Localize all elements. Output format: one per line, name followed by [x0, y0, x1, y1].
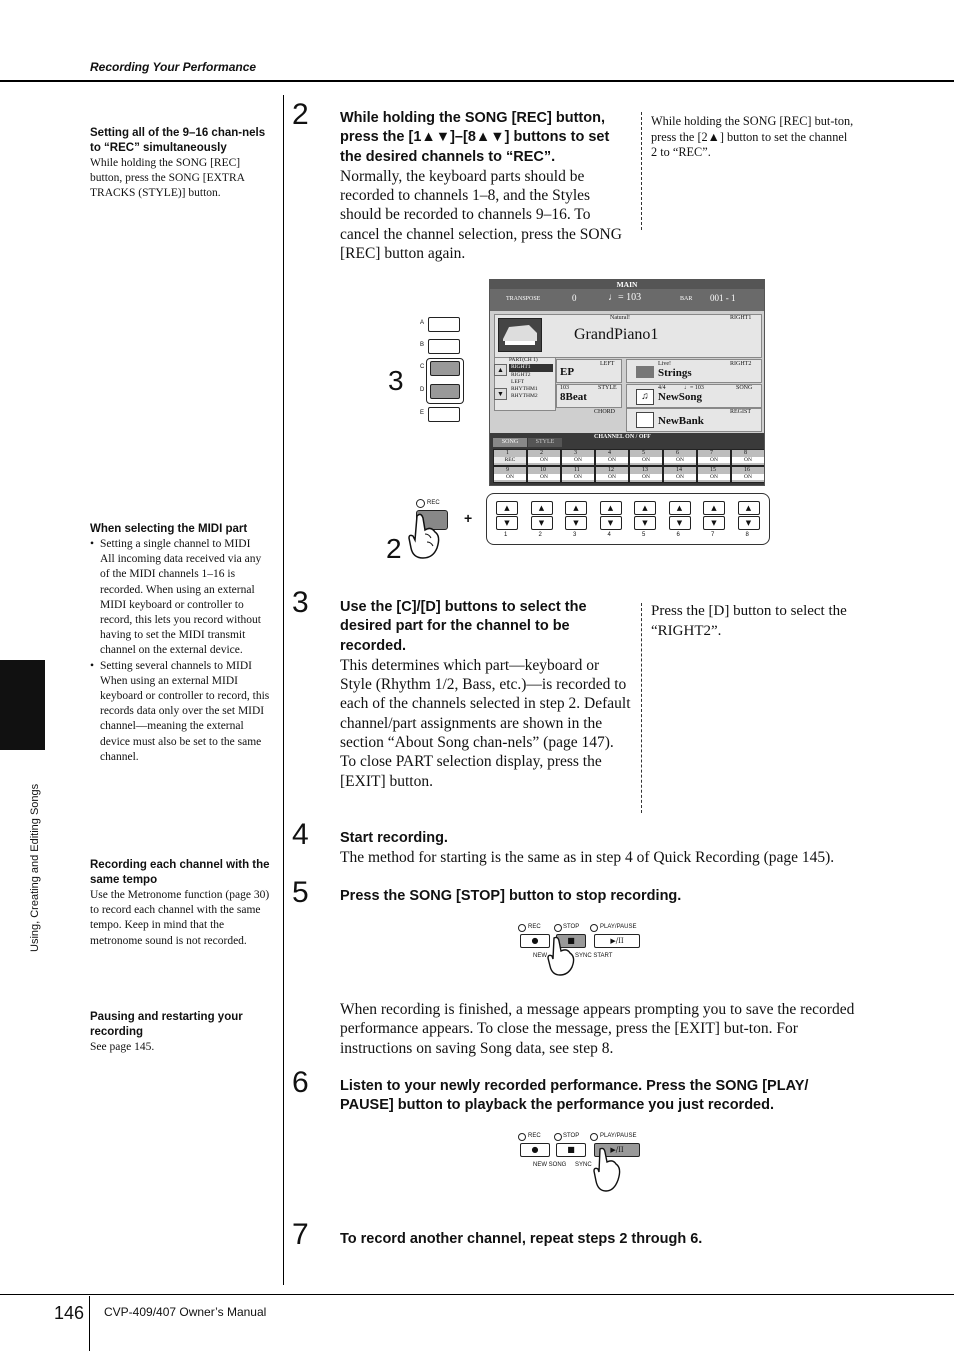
channel-number: 7 [710, 450, 713, 456]
style-name: 8Beat [560, 391, 587, 403]
channel-up-button[interactable]: ▲ [738, 501, 760, 515]
style-label: STYLE [598, 385, 617, 391]
note-bullet-body: All incoming data received via any of the MIDI channels 1–16 is recorded. When using an external MIDI keyboard or controller to record, this lets you record without having to set the MIDI transmit channel on the external device. [100, 553, 262, 657]
song-icon: ♫ [636, 389, 654, 405]
right2-label: RIGHT2 [730, 361, 752, 367]
channel-number: 4 [608, 450, 611, 456]
running-header: Recording Your Performance [90, 60, 257, 74]
channel-number: 1 [506, 450, 509, 456]
channel-number: 13 [642, 467, 648, 473]
tab-style[interactable]: STYLE [528, 438, 562, 447]
hand-icon [544, 936, 578, 980]
channel-cell[interactable] [731, 466, 765, 483]
panel-buttons-left [418, 316, 468, 424]
channel-down-button[interactable]: ▼ [703, 516, 725, 530]
button-e[interactable] [428, 407, 460, 422]
step-body-2: To close PART selection display, press the [EXIT] button. [340, 753, 602, 790]
channel-up-button[interactable]: ▲ [703, 501, 725, 515]
channel-state: ON [630, 474, 662, 480]
footer-divider [89, 1296, 90, 1351]
live-label: Live! [658, 361, 671, 367]
step-5 [340, 887, 870, 906]
hand-icon [403, 512, 443, 566]
channel-number: 12 [608, 467, 614, 473]
hand-icon [590, 1147, 624, 1197]
note-title: Setting all of the 9–16 chan-nels to “REC” simultaneously [90, 127, 266, 154]
stop-lamp [554, 924, 562, 932]
rec-lamp [518, 924, 526, 932]
channel-up-button[interactable]: ▲ [496, 501, 518, 515]
channel-up-button[interactable]: ▲ [565, 501, 587, 515]
song-label: SONG [736, 385, 753, 391]
footer-rule [0, 1294, 954, 1295]
step-7 [340, 1230, 860, 1249]
step-heading: Press the SONG [STOP] button to stop recording. [340, 888, 682, 904]
transpose-label: TRANSPOSE [506, 296, 541, 302]
header-rule [0, 80, 954, 82]
channel-state: ON [528, 457, 560, 463]
tempo-value: ♩= 103 [608, 292, 642, 303]
play-pause-button[interactable]: ▶/II [594, 1143, 640, 1157]
song-meter: 4/4 [658, 385, 666, 391]
callout-number: 2 [386, 533, 402, 564]
regist-name: NewBank [658, 415, 704, 427]
plus-sign: + [464, 510, 473, 526]
stop-lamp [554, 1133, 562, 1141]
channel-number: 5 [642, 450, 645, 456]
button-c[interactable] [430, 361, 460, 376]
button-label: B [420, 342, 425, 348]
play-label: PLAY/PAUSE [600, 1133, 637, 1139]
natural-label: Natural! [610, 315, 630, 321]
channel-state: ON [664, 474, 696, 480]
channel-cell[interactable] [663, 466, 697, 483]
channel-button-label: 3 [573, 532, 577, 538]
column-divider [283, 95, 284, 1285]
part-item[interactable]: RIGHT1 [511, 364, 531, 370]
channel-down-button[interactable]: ▼ [738, 516, 760, 530]
button-a[interactable] [428, 317, 460, 332]
channel-number: 3 [574, 450, 577, 456]
rec-lamp [518, 1133, 526, 1141]
channel-state: ON [630, 457, 662, 463]
channel-down-button[interactable]: ▼ [531, 516, 553, 530]
channel-up-button[interactable]: ▲ [531, 501, 553, 515]
play-label: PLAY/PAUSE [600, 924, 637, 930]
channel-down-button[interactable]: ▼ [565, 516, 587, 530]
channel-button-label: 4 [607, 532, 611, 538]
channel-state: ON [732, 474, 764, 480]
style-number: 103 [560, 385, 569, 391]
stop-button[interactable]: ■ [556, 1143, 586, 1157]
note-title: When selecting the MIDI part [90, 523, 248, 535]
note-body: Use the Metronome function (page 30) to record each channel with the same tempo. Keep in mind that the metronome sound is not recorded. [90, 889, 270, 947]
channel-up-button[interactable]: ▲ [634, 501, 656, 515]
channel-number: 6 [676, 450, 679, 456]
step-heading: Listen to your newly recorded performance. Press the SONG [PLAY/ PAUSE] button to playback the performance you just recorded. [340, 1078, 809, 1114]
channel-number: 8 [744, 450, 747, 456]
channel-state: ON [562, 474, 594, 480]
part-title: PART(CH 1) [509, 357, 538, 363]
channel-button-label: 2 [538, 532, 542, 538]
button-label: C [420, 364, 425, 370]
stop-label: STOP [563, 924, 580, 930]
channel-state: ON [698, 457, 730, 463]
channel-cell[interactable] [561, 449, 595, 466]
manual-name: CVP-409/407 Owner’s Manual [104, 1305, 267, 1319]
part-up-arrow[interactable]: ▲ [494, 364, 507, 376]
channel-state: REC [494, 457, 526, 463]
stop-button[interactable]: ■ [556, 934, 586, 948]
note-bullet-body: When using an external MIDI keyboard or controller to record, this records data only over the set MIDI channel—meaning the external device must also be set to the same channel. [100, 674, 270, 763]
note-title: Pausing and restarting your recording [90, 1011, 243, 1038]
strings-icon [636, 366, 654, 378]
channel-number: 16 [744, 467, 750, 473]
step-heading: Start recording. [340, 830, 448, 846]
channel-button-group [486, 493, 770, 545]
play-lamp [590, 924, 598, 932]
transport-panel-stop [516, 922, 646, 972]
rec-button[interactable]: ● [520, 934, 550, 948]
channel-up-button[interactable]: ▲ [669, 501, 691, 515]
channel-down-button[interactable]: ▼ [600, 516, 622, 530]
song-tempo: ♩= 103 [684, 385, 704, 391]
regist-label: REGIST [730, 409, 751, 415]
button-label: D [420, 387, 425, 393]
chord-label: CHORD [594, 409, 616, 415]
channel-state: ON [528, 474, 560, 480]
channel-header: CHANNEL ON / OFF [594, 434, 651, 440]
play-lamp [590, 1133, 598, 1141]
button-label: A [420, 320, 425, 326]
channel-state: ON [562, 457, 594, 463]
margin-divider [641, 112, 642, 230]
rec-label: REC [528, 924, 541, 930]
button-label: E [420, 410, 425, 416]
new-song-label: NEW [533, 953, 547, 959]
right1-label: RIGHT1 [730, 315, 752, 321]
step-4 [340, 829, 900, 868]
channel-state: ON [698, 474, 730, 480]
step-heading: While holding the SONG [REC] button, press the [1▲▼]–[8▲▼] buttons to set the desired channels to “REC”. [340, 110, 610, 165]
step-3 [340, 598, 632, 791]
right2-voice-name: Strings [658, 367, 692, 379]
step-number: 2 [292, 98, 309, 131]
channel-cell[interactable] [697, 449, 731, 466]
channel-button-label: 1 [504, 532, 508, 538]
channel-cell[interactable] [493, 449, 527, 466]
step-number: 3 [292, 586, 309, 619]
channel-down-button[interactable]: ▼ [669, 516, 691, 530]
button-b[interactable] [428, 339, 460, 354]
step-body: Normally, the keyboard parts should be recorded to channels 1–8, and the Styles should be recorded to channels 9–16. To cancel the channel selection, press the SONG [REC] button again. [340, 167, 622, 263]
channel-state: ON [664, 457, 696, 463]
channel-cell[interactable] [697, 466, 731, 483]
channel-state: ON [732, 457, 764, 463]
rec-button[interactable]: ● [520, 1143, 550, 1157]
song-name: NewSong [658, 391, 703, 403]
rec-lamp [416, 499, 425, 508]
channel-button-label: 7 [711, 532, 715, 538]
sync-start-label: SYNC [575, 1162, 592, 1168]
channel-cell[interactable] [527, 449, 561, 466]
button-d[interactable] [430, 384, 460, 399]
part-item[interactable]: RIGHT2 [511, 372, 531, 378]
channel-down-button[interactable]: ▼ [496, 516, 518, 530]
screen-title: MAIN [616, 280, 638, 289]
step-body: This determines which part—keyboard or Style (Rhythm 1/2, Bass, etc.)—is recorded to each of the channels selected in step 2. Default channel/part assignments are shown in the section “About Song chan-nels” (page 147). [340, 656, 631, 752]
left-voice-name: EP [560, 366, 575, 378]
tab-song[interactable]: SONG [493, 438, 527, 447]
channel-up-button[interactable]: ▲ [600, 501, 622, 515]
channel-state: ON [596, 474, 628, 480]
part-item[interactable]: RHYTHM2 [511, 393, 538, 399]
sync-start-label: SYNC START [575, 953, 613, 959]
play-pause-button[interactable]: ▶/II [594, 934, 640, 948]
step-heading: To record another channel, repeat steps 2 through 6. [340, 1231, 703, 1247]
note-bullet: • Setting a single channel to MIDI [90, 537, 272, 552]
chapter-tab [0, 660, 45, 750]
new-song-label: NEW SONG [533, 1162, 567, 1168]
bar-value: 001 - 1 [710, 293, 736, 303]
channel-state: ON [596, 457, 628, 463]
channel-down-button[interactable]: ▼ [634, 516, 656, 530]
channel-cell[interactable] [629, 449, 663, 466]
channel-state: ON [494, 474, 526, 480]
note-body: See page 145. [90, 1041, 155, 1053]
channel-cell[interactable] [629, 466, 663, 483]
channel-cell[interactable] [595, 466, 629, 483]
margin-note: While holding the SONG [REC] but-ton, press the [2▲] button to set the channel 2 to “REC”. [651, 114, 854, 159]
channel-button-label: 6 [676, 532, 680, 538]
margin-note: Press the [D] button to select the “RIGHT2”. [651, 603, 847, 639]
step-number: 4 [292, 818, 309, 851]
channel-number: 15 [710, 467, 716, 473]
step-heading: Use the [C]/[D] buttons to select the desired part for the channel to be recorded. [340, 599, 587, 654]
chapter-label: Using, Creating and Editing Songs [29, 783, 41, 952]
channel-number: 11 [574, 467, 580, 473]
main-voice-name: GrandPiano1 [574, 326, 659, 343]
channel-number: 2 [540, 450, 543, 456]
note-bullet: • Setting several channels to MIDI [90, 659, 272, 674]
channel-button-label: 8 [745, 532, 749, 538]
channel-cell[interactable] [595, 449, 629, 466]
channel-button-label: 5 [642, 532, 646, 538]
rec-label: REC [427, 500, 440, 506]
regist-icon [636, 412, 654, 428]
callout-number: 3 [388, 365, 404, 396]
channel-cell[interactable] [663, 449, 697, 466]
channel-cell[interactable] [493, 466, 527, 483]
rec-label: REC [528, 1133, 541, 1139]
channel-number: 14 [676, 467, 682, 473]
note-pausing [90, 1010, 272, 1055]
bar-label: BAR [680, 296, 693, 302]
transport-panel-play [516, 1131, 646, 1197]
note-title: Recording each channel with the same tempo [90, 859, 270, 886]
piano-icon [498, 318, 542, 352]
transpose-value: 0 [572, 293, 577, 303]
step-number: 7 [292, 1218, 309, 1251]
step-2 [340, 109, 630, 263]
lcd-screen [489, 279, 765, 486]
note-same-tempo [90, 858, 272, 949]
note-body: While holding the SONG [REC] button, press the SONG [EXTRA TRACKS (STYLE)] button. [90, 157, 245, 200]
channel-cell[interactable] [561, 466, 595, 483]
step-6 [340, 1077, 860, 1116]
margin-divider [641, 603, 642, 813]
part-item[interactable]: LEFT [511, 379, 525, 385]
step-body: The method for starting is the same as in step 4 of Quick Recording (page 145). [340, 849, 835, 867]
part-down-arrow[interactable]: ▼ [494, 388, 507, 400]
channel-number: 9 [506, 467, 509, 473]
step-5-body: When recording is finished, a message appears prompting you to save the recorded performance appears. To close the message, press the [EXIT] but-ton. For instructions on saving Song data, see step 8. [340, 1001, 855, 1057]
stop-label: STOP [563, 1133, 580, 1139]
channel-cell[interactable] [527, 466, 561, 483]
step-number: 5 [292, 876, 309, 909]
channel-number: 10 [540, 467, 546, 473]
part-item[interactable]: RHYTHM1 [511, 386, 538, 392]
note-rec-simultaneous [90, 126, 272, 202]
note-midi-part [90, 522, 272, 765]
step-number: 6 [292, 1066, 309, 1099]
page-number: 146 [54, 1303, 85, 1323]
left-label: LEFT [600, 361, 615, 367]
channel-cell[interactable] [731, 449, 765, 466]
